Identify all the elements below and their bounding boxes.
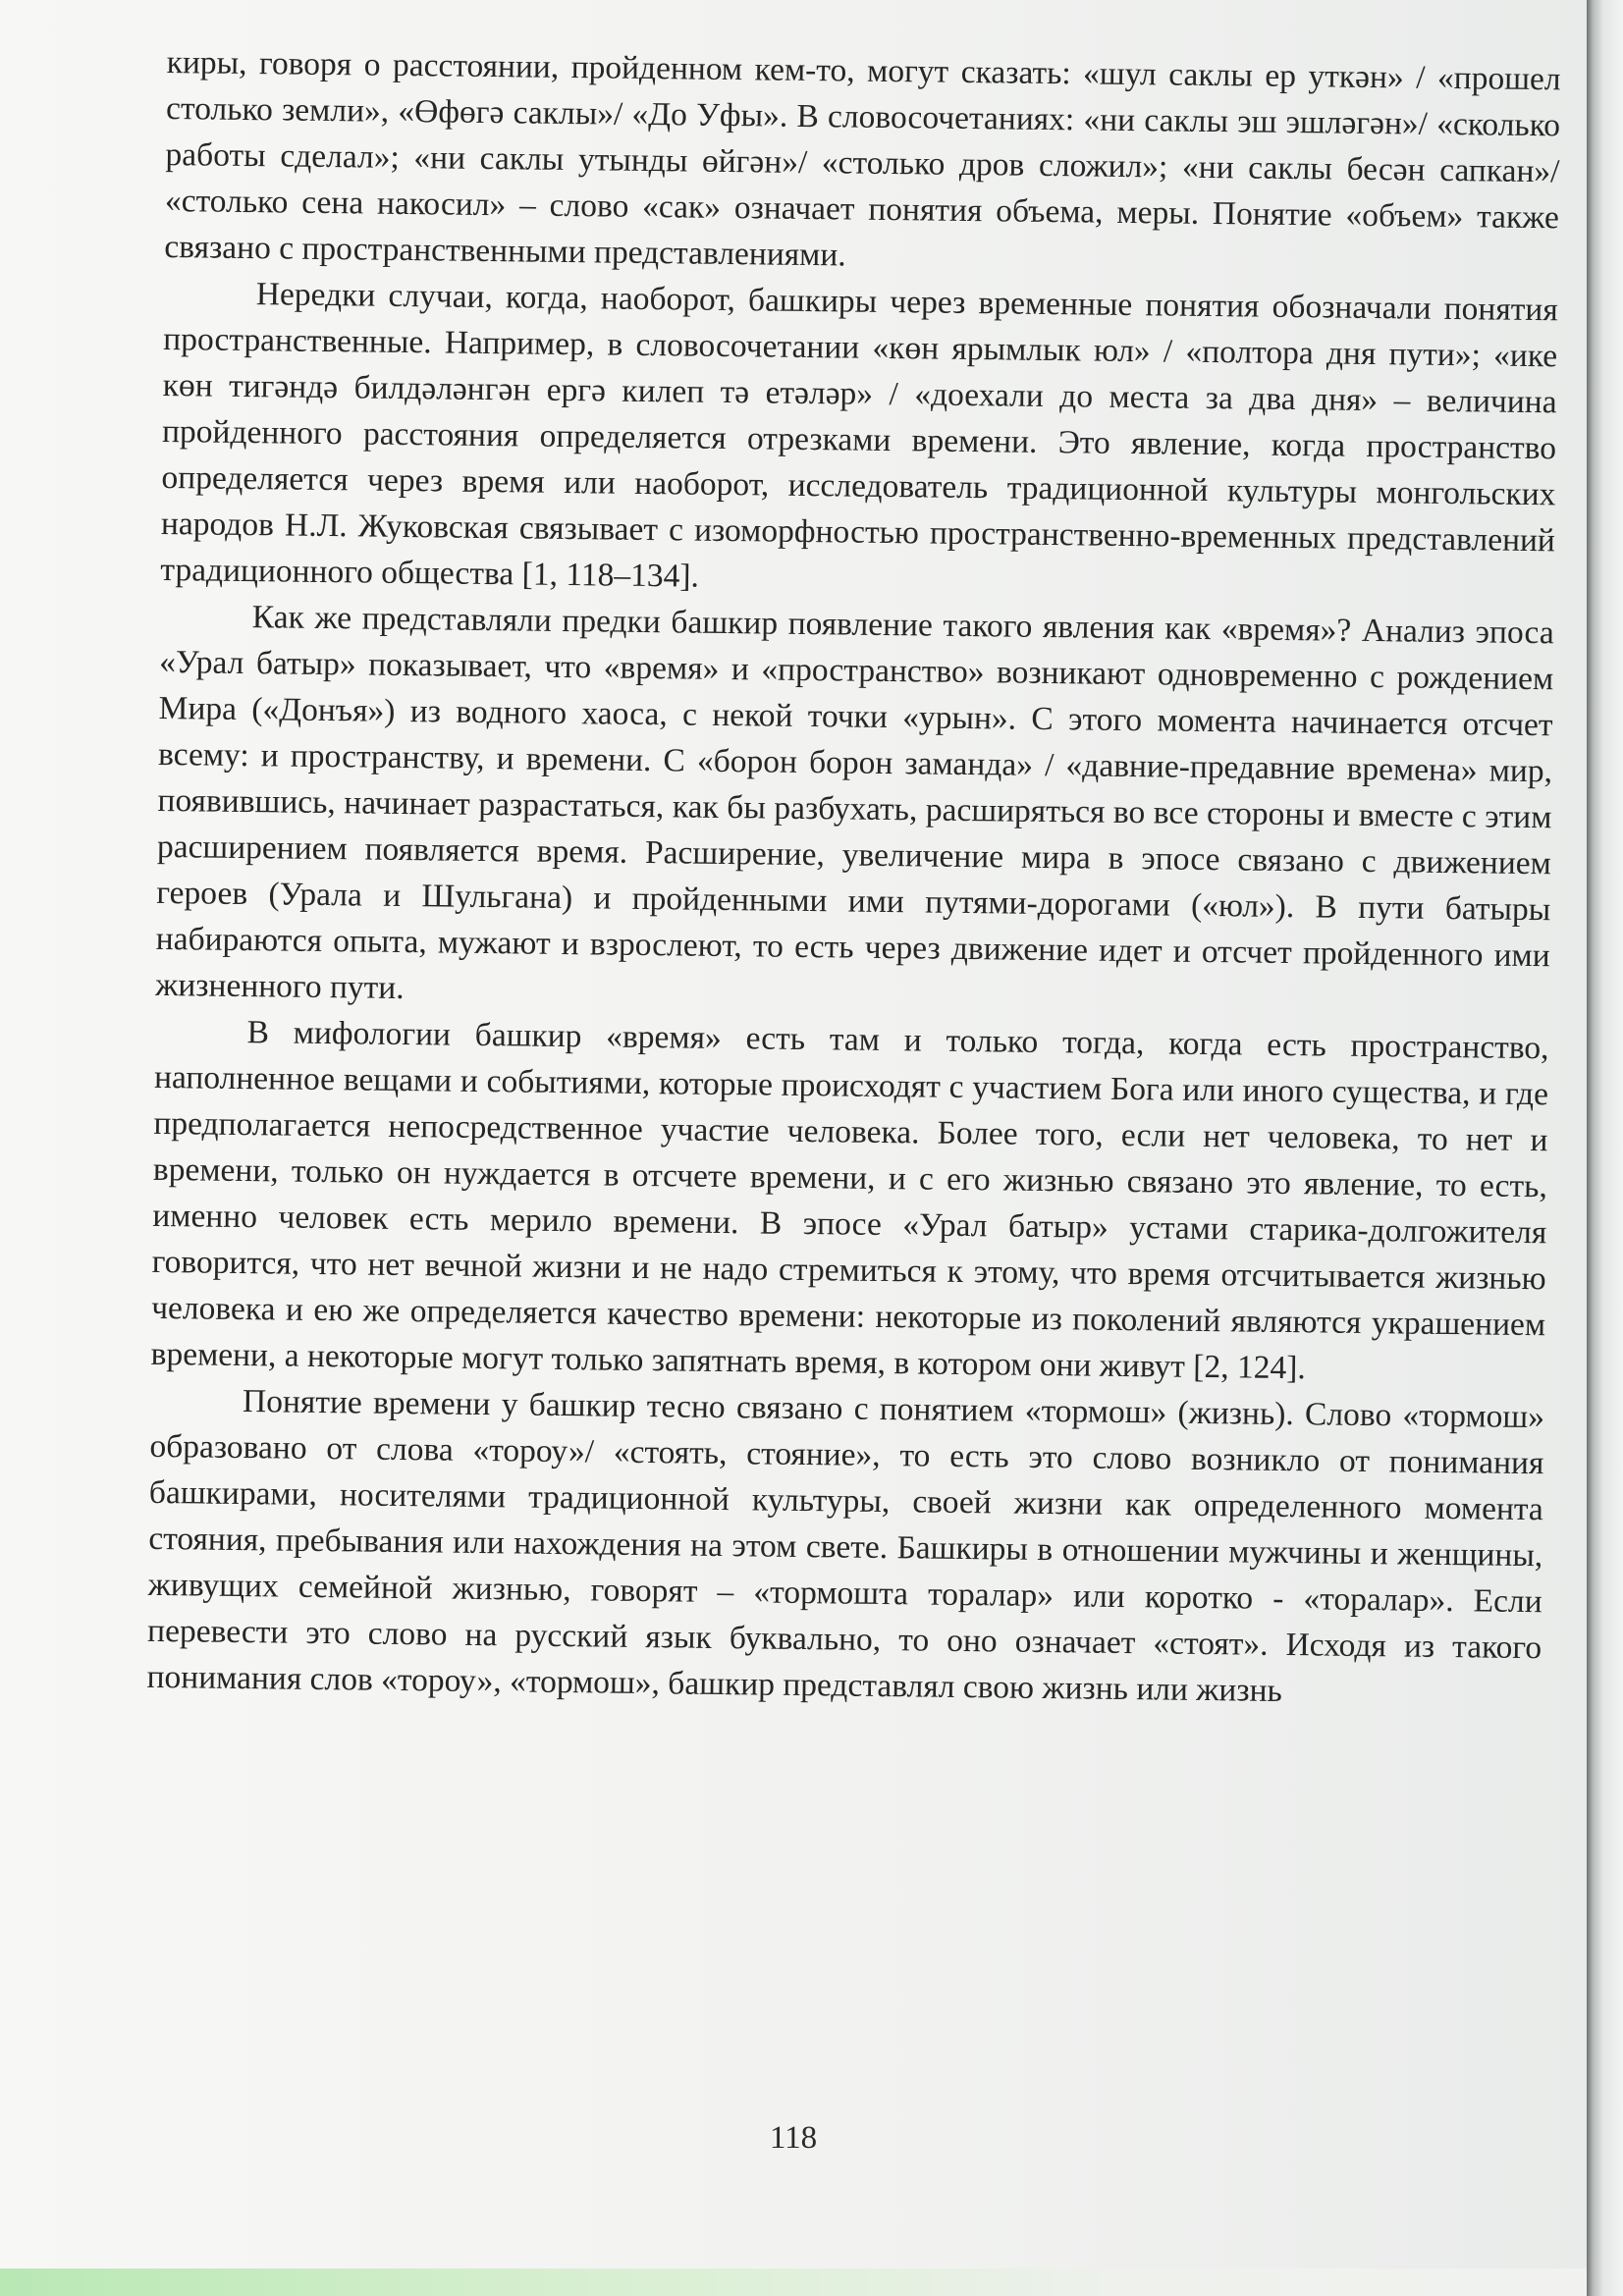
scan-page-edge <box>1587 0 1623 2296</box>
paragraph-1: киры, говоря о расстоянии, пройденном кем-то, могут сказать: «шул саклы ер уткән» / «прошел столько земли», «Өфөгә саклы»/ «До Уфы». В словосочетаниях: «ни саклы эш эшләгән»/ «сколько работы сделал»; «ни саклы утынды өйгән»/ «столько дров сложил»; «ни саклы бесән сапкан»/ «столько сена накосил» – слово «сак» означает понятия объема, меры. Понятие «объем» также связано с пространственными представлениями. <box>164 43 1561 274</box>
page-number: 118 <box>769 2120 818 2156</box>
body-text <box>146 39 1561 1717</box>
paragraph-3: Как же представляли предки башкир появление такого явления как «время»? Анализ эпоса «Урал батыр» показывает, что «время» и «пространство» возникают одновременно с рождением Мира («Донъя») из водного хаоса, с некой точки «урын». С этого момента начинается отсчет всему: и пространству, и времени. С «борон борон заманда» / «давние-предавние времена» мир, появившись, начинает разрастаться, как бы разбухать, расширяться во все стороны и вместе с этим расширением появляется время. Расширение, увеличение мира в эпосе связано с движением героев (Урала и Шульгана) и пройденными ими путями-дорогами («юл»). В пути батыры набираются опыта, мужают и взрослеют, то есть через движение идет и отсчет пройденного ими жизненного пути. <box>155 599 1554 1007</box>
scan-bottom-tint <box>0 2269 1587 2296</box>
paragraph-5: Понятие времени у башкир тесно связано с понятием «тормош» (жизнь). Слово «тормош» образовано от слова «тороу»/ «стоять, стояние», то есть это слово возникло от понимания башкирами, носителями традиционной культуры, своей жизни как определенного момента стояния, пребывания или нахождения на этом свете. Башкиры в отношении мужчины и женщины, живущих семейной жизнью, говорят – «тормошта торалар» или коротко - «торалар». Если перевести это слово на русский язык буквально, то оно означает «стоят». Исходя из такого понимания слов «тороу», «тормош», башкир представлял свою жизнь или жизнь <box>146 1383 1545 1710</box>
paragraph-4: В мифологии башкир «время» есть там и только тогда, когда есть пространство, наполненное вещами и событиями, которые происходят с участием Бога или иного существа, и где предполагается непосредственное участие человека. Более того, если нет человека, то нет и времени, только он нуждается в отсчете времени, и с его жизнью связано это явление, то есть, именно человек есть мерило времени. В эпосе «Урал батыр» устами старика-долгожителя говорится, что нет вечной жизни и не надо стремиться к этому, что время отсчитывается жизнью человека и ею же определяется качество времени: некоторые из поколений являются украшением времени, а некоторые могут только запятнать время, в котором они живут [2, 124]. <box>150 1014 1549 1387</box>
paragraph-2: Нередки случаи, когда, наоборот, башкиры через временные понятия обозначали понятия пространственные. Например, в словосочетании «көн ярымлык юл» / «полтора дня пути»; «ике көн тигәндә билдәләнгән ергә килеп тә етәләр» / «доехали до места за два дня» – величина пройденного расстояния определяется отрезками времени. Это явление, когда пространство определяется через время или наоборот, исследователь традиционной культуры монгольских народов Н.Л. Жуковская связывает с изоморфностью пространственно-временных представлений традиционного общества [1, 118–134]. <box>160 276 1558 595</box>
